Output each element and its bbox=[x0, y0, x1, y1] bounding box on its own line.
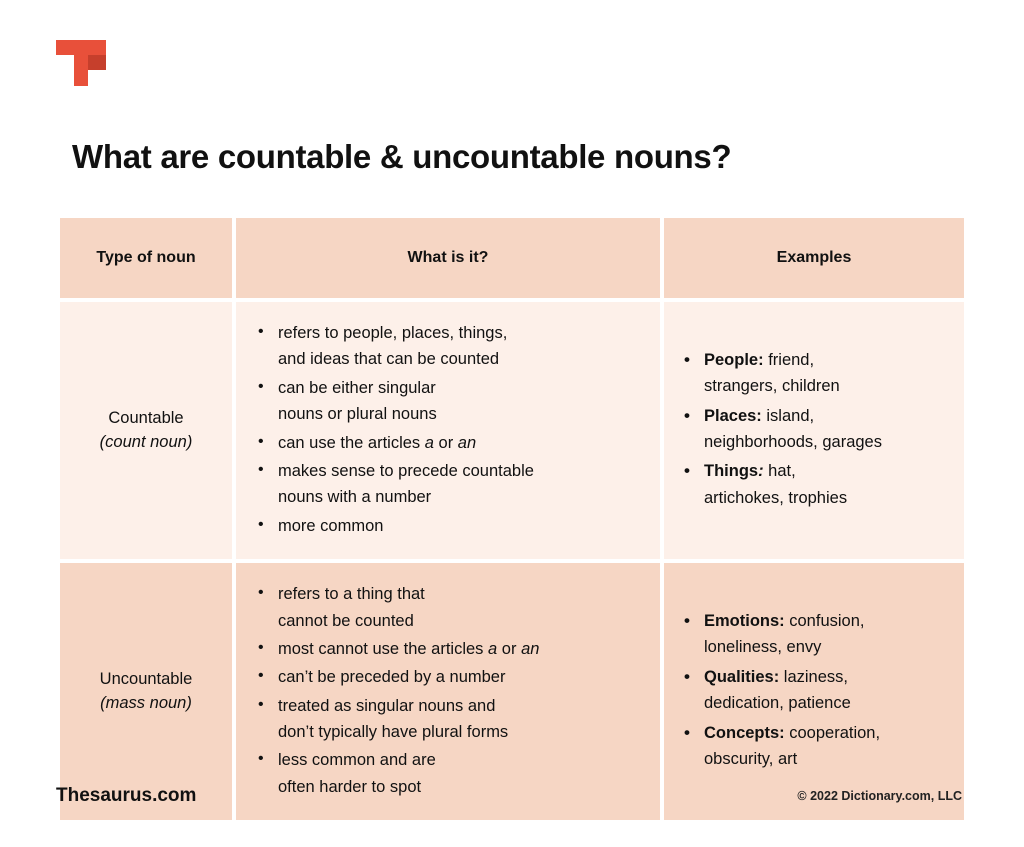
list-item: • Things: hat, artichokes, trophies bbox=[704, 458, 944, 511]
footer-copyright: © 2022 Dictionary.com, LLC bbox=[797, 789, 962, 803]
row-subtype-label: (mass noun) bbox=[100, 693, 192, 712]
footer-brand: Thesaurus.com bbox=[56, 785, 197, 806]
definition-list bbox=[236, 563, 660, 820]
list-item: • refers to a thing that cannot be counted bbox=[278, 581, 638, 634]
list-item: • less common and are often harder to spot bbox=[278, 747, 638, 800]
row-subtype-label: (count noun) bbox=[99, 432, 193, 451]
row-definition-uncountable bbox=[236, 563, 660, 820]
table-row bbox=[60, 302, 964, 559]
thesaurus-t-logo-icon bbox=[56, 40, 106, 86]
page-title: What are countable & uncountable nouns? bbox=[72, 138, 732, 175]
definition-list bbox=[236, 302, 660, 559]
row-type-uncountable bbox=[60, 563, 232, 820]
row-definition-countable bbox=[236, 302, 660, 559]
list-item: • can use the articles a or an bbox=[278, 430, 638, 456]
list-item: • can’t be preceded by a number bbox=[278, 664, 638, 690]
column-header-type: Type of noun bbox=[60, 218, 232, 298]
list-item: • Emotions: confusion, loneliness, envy bbox=[704, 608, 944, 661]
list-item: • Qualities: laziness, dedication, patience bbox=[704, 664, 944, 717]
column-header-what: What is it? bbox=[236, 218, 660, 298]
column-header-examples: Examples bbox=[664, 218, 964, 298]
table-row bbox=[60, 563, 964, 820]
list-item: • more common bbox=[278, 513, 638, 539]
list-item: • People: friend, strangers, children bbox=[704, 347, 944, 400]
list-item: • Concepts: cooperation, obscurity, art bbox=[704, 720, 944, 773]
list-item: • refers to people, places, things, and ideas that can be counted bbox=[278, 320, 638, 373]
row-type-label: Uncountable bbox=[99, 669, 193, 688]
list-item: • can be either singular nouns or plural nouns bbox=[278, 375, 638, 428]
list-item: • treated as singular nouns and don’t typically have plural forms bbox=[278, 693, 638, 746]
examples-list bbox=[664, 329, 964, 532]
row-type-label: Countable bbox=[108, 408, 184, 427]
examples-list bbox=[664, 590, 964, 793]
list-item: • most cannot use the articles a or an bbox=[278, 636, 638, 662]
nouns-table bbox=[56, 214, 968, 824]
row-type-countable bbox=[60, 302, 232, 559]
list-item: • makes sense to precede countable nouns with a number bbox=[278, 458, 638, 511]
table-header-row bbox=[60, 218, 964, 298]
list-item: • Places: island, neighborhoods, garages bbox=[704, 403, 944, 456]
row-examples-countable bbox=[664, 302, 964, 559]
row-examples-uncountable bbox=[664, 563, 964, 820]
